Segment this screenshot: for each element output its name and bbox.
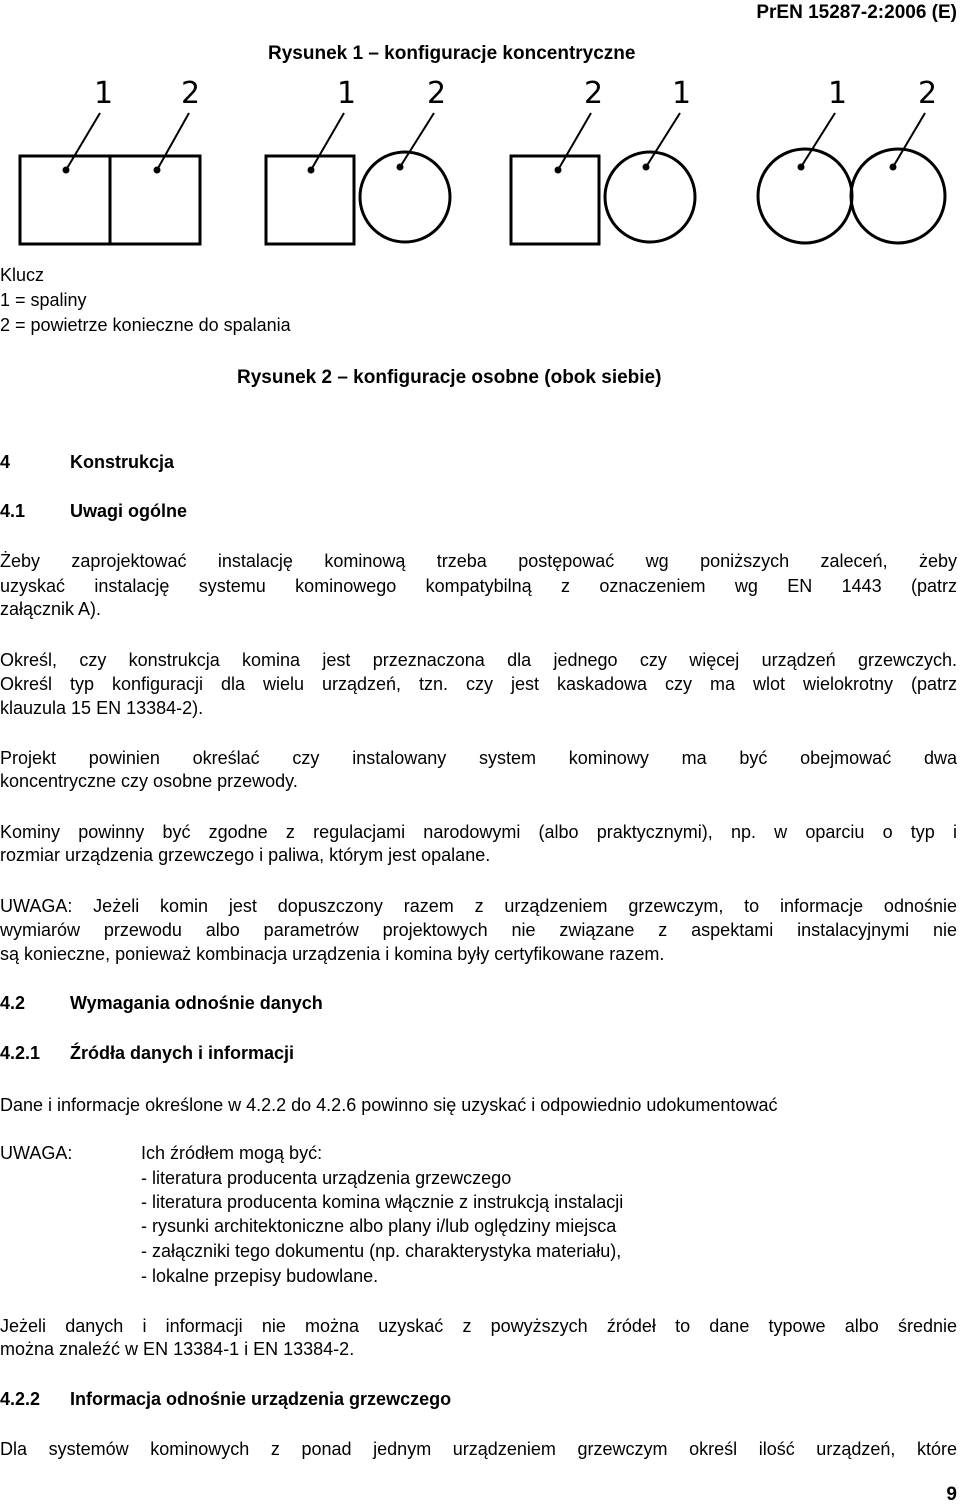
paragraph-line: klauzula 15 EN 13384-2). [0, 698, 204, 718]
figure-label: 2 [918, 76, 938, 111]
leader-dot [397, 164, 404, 171]
key-item: 1 = spaliny [0, 290, 87, 310]
list-item: - rysunki architektoniczne albo plany i/lub oględziny miejsca [141, 1216, 617, 1236]
leader-dot [308, 167, 315, 174]
note-line: są konieczne, ponieważ kombinacja urządzenia i komina były certyfikowane razem. [0, 944, 665, 964]
leader-dot [154, 167, 161, 174]
paragraph-line: Projekt powinien określać czy instalowany system kominowy ma być obejmować dwa [0, 748, 957, 768]
section-heading: Informacja odnośnie urządzenia grzewczego [70, 1389, 452, 1409]
section-number: 4.2.1 [0, 1043, 41, 1063]
circle-shape [851, 149, 945, 243]
leader-dot [798, 164, 805, 171]
paragraph-line: Żeby zaprojektować instalację kominową trzeba postępować wg poniższych zaleceń, żeby [0, 551, 957, 571]
leader-line [558, 113, 591, 170]
paragraph-line: rozmiar urządzenia grzewczego i paliwa, którym jest opalane. [0, 845, 491, 865]
figure-label: 1 [94, 76, 114, 111]
circle-shape [605, 152, 695, 242]
leader-line [893, 113, 925, 167]
leader-line [157, 113, 189, 170]
paragraph-line: Określ typ konfiguracji dla wielu urządzeń, tzn. czy jest kaskadowa czy ma wlot wielokrotny (patrz [0, 674, 957, 694]
figure1-drawing [0, 0, 960, 260]
leader-dot [555, 167, 562, 174]
figure-label: 1 [337, 76, 357, 111]
list-item: - lokalne przepisy budowlane. [141, 1266, 379, 1286]
section-heading: Wymagania odnośnie danych [70, 993, 323, 1013]
section-number: 4 [0, 452, 11, 472]
key-item: 2 = powietrze konieczne do spalania [0, 315, 291, 335]
key-title: Klucz [0, 265, 45, 285]
figure-label: 1 [672, 76, 692, 111]
figure-label: 2 [427, 76, 447, 111]
paragraph-line: Określ, czy konstrukcja komina jest przeznaczona dla jednego czy więcej urządzeń grzewczych. [0, 650, 957, 670]
section-number: 4.1 [0, 501, 26, 521]
section-heading: Źródła danych i informacji [70, 1043, 295, 1063]
list-item: - literatura producenta komina włącznie z instrukcją instalacji [141, 1192, 624, 1212]
note-line: UWAGA: Jeżeli komin jest dopuszczony razem z urządzeniem grzewczym, to informacje odnośnie [0, 896, 957, 916]
figure1-caption: Rysunek 1 – konfiguracje koncentryczne [268, 43, 636, 64]
paragraph-line: uzyskać instalację systemu kominowego kompatybilną z oznaczeniem wg EN 1443 (patrz [0, 576, 957, 596]
paragraph-line: koncentryczne czy osobne przewody. [0, 771, 298, 791]
leader-line [801, 113, 835, 167]
note-intro: Ich źródłem mogą być: [141, 1143, 323, 1163]
section-number: 4.2 [0, 993, 26, 1013]
note-label: UWAGA: [0, 1143, 73, 1163]
paragraph-line: załącznik A). [0, 599, 102, 619]
paragraph-line: Jeżeli danych i informacji nie można uzyskać z powyższych źródeł to dane typowe albo średnie [0, 1316, 957, 1336]
paragraph-line: Dla systemów kominowych z ponad jednym urządzeniem grzewczym określ ilość urządzeń, które [0, 1439, 957, 1459]
figure-label: 2 [181, 76, 201, 111]
figure-label: 2 [584, 76, 604, 111]
list-item: - literatura producenta urządzenia grzewczego [141, 1168, 512, 1188]
circle-shape [360, 152, 450, 242]
figure-label: 1 [828, 76, 848, 111]
document-id: PrEN 15287-2:2006 (E) [756, 2, 957, 23]
list-item: - załączniki tego dokumentu (np. charakterystyka materiału), [141, 1241, 622, 1261]
leader-dot [643, 164, 650, 171]
leader-line [66, 113, 100, 170]
paragraph-line: Kominy powinny być zgodne z regulacjami narodowymi (albo praktycznymi), np. w oparciu o typ i [0, 822, 957, 842]
leader-dot [63, 167, 70, 174]
page-number: 9 [946, 1484, 957, 1505]
section-heading: Uwagi ogólne [70, 501, 187, 521]
paragraph-line: Dane i informacje określone w 4.2.2 do 4.2.6 powinno się uzyskać i odpowiednio udokumentować [0, 1095, 778, 1115]
paragraph-line: można znaleźć w EN 13384-1 i EN 13384-2. [0, 1339, 355, 1359]
section-heading: Konstrukcja [70, 452, 175, 472]
leader-line [311, 113, 344, 170]
note-line: wymiarów przewodu albo parametrów projektowych nie związane z aspektami instalacyjnymi nie [0, 920, 957, 940]
leader-dot [890, 164, 897, 171]
section-number: 4.2.2 [0, 1389, 41, 1409]
circle-shape [758, 149, 852, 243]
figure2-caption: Rysunek 2 – konfiguracje osobne (obok siebie) [237, 367, 662, 388]
